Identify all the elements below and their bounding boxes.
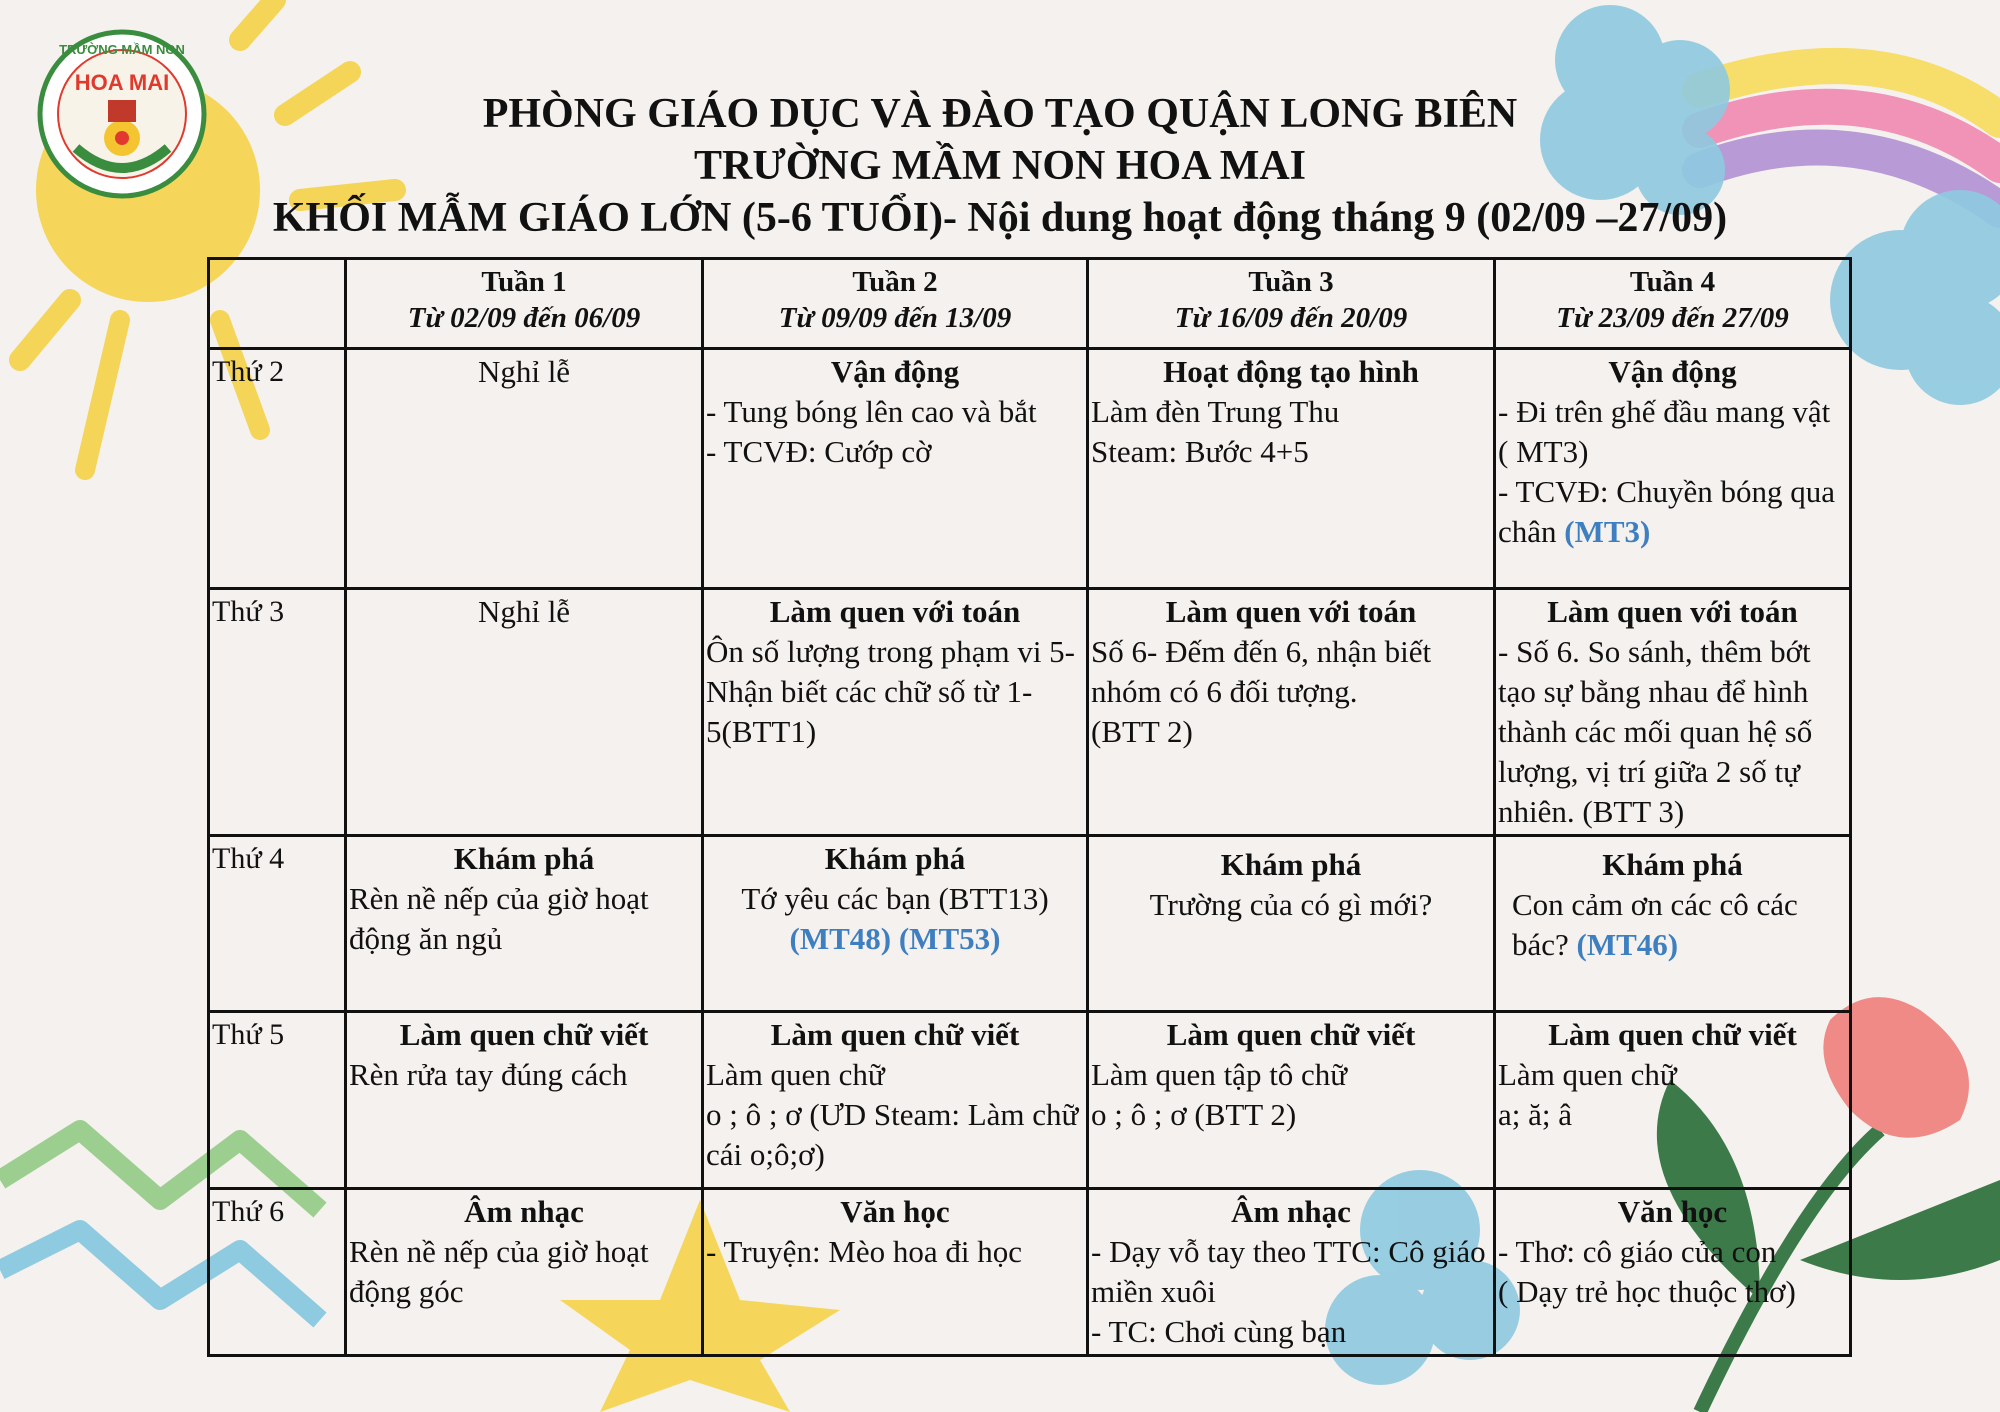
cell-text: Tớ yêu các bạn (BTT13) xyxy=(741,881,1049,916)
activity-title: Làm quen với toán xyxy=(1547,594,1798,629)
cell-text: - Số 6. So sánh, thêm bớt tạo sự bằng nhau để hình thành các mối quan hệ số lượng, vị trí giữa 2 số tự nhiên. (BTT 3) xyxy=(1498,634,1813,829)
cell-text: Số 6- Đếm đến 6, nhận biết nhóm có 6 đối tượng. xyxy=(1091,634,1432,709)
activity-plan-table xyxy=(207,257,1852,1357)
week-3-header xyxy=(1088,259,1495,349)
cell-fri-w2 xyxy=(703,1189,1088,1356)
week-name: Tuần 1 xyxy=(481,266,567,298)
activity-title: Làm quen chữ viết xyxy=(1548,1017,1797,1052)
activity-title: Vận động xyxy=(830,354,960,389)
cell-text: Rèn nề nếp của giờ hoạt động ăn ngủ xyxy=(349,881,649,956)
day-label: Thứ 6 xyxy=(209,1189,346,1356)
cell-text: Steam: Bước 4+5 xyxy=(1091,434,1309,469)
logo-ring-text: TRƯỜNG MẦM NON xyxy=(59,42,185,57)
cell-text: - TC: Chơi cùng bạn xyxy=(1091,1314,1347,1349)
cell-tue-w4 xyxy=(1495,589,1851,836)
header-line-2: TRƯỜNG MẦM NON HOA MAI xyxy=(693,143,1307,189)
logo-name: HOA MAI xyxy=(74,70,170,95)
week-range: Từ 16/09 đến 20/09 xyxy=(1174,302,1408,334)
mt-code: (MT46) xyxy=(1576,927,1679,962)
cell-text: - Truyện: Mèo hoa đi học xyxy=(706,1234,1023,1269)
cell-text: Nghỉ lễ xyxy=(477,594,571,629)
activity-title: Khám phá xyxy=(1220,847,1362,882)
cell-text: Rèn rửa tay đúng cách xyxy=(349,1057,628,1092)
week-range: Từ 02/09 đến 06/09 xyxy=(407,302,641,334)
week-1-header xyxy=(346,259,703,349)
activity-title: Âm nhạc xyxy=(464,1194,584,1229)
table-row xyxy=(209,349,1851,589)
cell-thu-w3 xyxy=(1088,1012,1495,1189)
header-line-1: PHÒNG GIÁO DỤC VÀ ĐÀO TẠO QUẬN LONG BIÊN xyxy=(482,91,1518,137)
header-line-3: KHỐI MẪM GIÁO LỚN (5-6 TUỔI)- Nội dung hoạt động tháng 9 (02/09 –27/09) xyxy=(272,195,1728,241)
activity-title: Làm quen với toán xyxy=(769,594,1021,629)
cell-tue-w3 xyxy=(1088,589,1495,836)
cell-wed-w1 xyxy=(346,836,703,1012)
table-row xyxy=(209,1012,1851,1189)
activity-title: Âm nhạc xyxy=(1231,1194,1351,1229)
cell-fri-w4 xyxy=(1495,1189,1851,1356)
cell-mon-w1 xyxy=(346,349,703,589)
cell-mon-w2 xyxy=(703,349,1088,589)
cell-tue-w1 xyxy=(346,589,703,836)
table-header-row xyxy=(209,259,1851,349)
mt-code: (MT3) xyxy=(1564,514,1651,549)
cell-text: Làm quen chữ xyxy=(706,1057,885,1092)
day-label: Thứ 2 xyxy=(209,349,346,589)
cell-text: - TCVĐ: Chuyền bóng qua chân xyxy=(1498,474,1835,549)
activity-title: Làm quen chữ viết xyxy=(1166,1017,1416,1052)
activity-title: Vận động xyxy=(1608,354,1737,389)
week-2-header xyxy=(703,259,1088,349)
cell-thu-w4 xyxy=(1495,1012,1851,1189)
day-label: Thứ 5 xyxy=(209,1012,346,1189)
cell-text: o ; ô ; ơ (BTT 2) xyxy=(1091,1097,1297,1132)
cell-text: Làm quen chữ xyxy=(1498,1057,1677,1092)
week-name: Tuần 2 xyxy=(852,266,938,298)
activity-title: Khám phá xyxy=(1602,847,1743,882)
table-row xyxy=(209,589,1851,836)
week-range: Từ 09/09 đến 13/09 xyxy=(778,302,1012,334)
cell-text: Ôn số lượng trong phạm vi 5- Nhận biết các chữ số từ 1-5(BTT1) xyxy=(706,634,1076,749)
cell-wed-w3 xyxy=(1088,836,1495,1012)
cell-fri-w3 xyxy=(1088,1189,1495,1356)
week-range: Từ 23/09 đến 27/09 xyxy=(1556,302,1789,334)
activity-title: Hoạt động tạo hình xyxy=(1163,354,1419,389)
cell-tue-w2 xyxy=(703,589,1088,836)
activity-title: Khám phá xyxy=(453,841,595,876)
cell-text: (BTT 2) xyxy=(1091,714,1193,749)
activity-title: Văn học xyxy=(840,1194,950,1229)
table-row xyxy=(209,836,1851,1012)
week-4-header xyxy=(1495,259,1851,349)
week-name: Tuần 4 xyxy=(1629,266,1716,298)
day-label: Thứ 4 xyxy=(209,836,346,1012)
activity-title: Văn học xyxy=(1617,1194,1728,1229)
cell-fri-w1 xyxy=(346,1189,703,1356)
cell-text: Trường của có gì mới? xyxy=(1149,887,1433,922)
cell-wed-w2 xyxy=(703,836,1088,1012)
activity-title: Khám phá xyxy=(824,841,966,876)
cell-text: - Thơ: cô giáo của con xyxy=(1498,1234,1777,1269)
cell-text: a; ă; â xyxy=(1498,1097,1573,1132)
day-label: Thứ 3 xyxy=(209,589,346,836)
cell-mon-w3 xyxy=(1088,349,1495,589)
cell-text: Làm quen tập tô chữ xyxy=(1091,1057,1348,1092)
cell-text: - Dạy vỗ tay theo TTC: Cô giáo miền xuôi xyxy=(1091,1234,1486,1309)
mt-code: (MT48) (MT53) xyxy=(789,921,1001,956)
document-header xyxy=(0,88,2000,244)
corner-cell xyxy=(209,259,346,349)
cell-text: Rèn nề nếp của giờ hoạt động góc xyxy=(349,1234,649,1309)
cell-wed-w4 xyxy=(1495,836,1851,1012)
cell-text: Làm đèn Trung Thu xyxy=(1091,394,1340,429)
table-row xyxy=(209,1189,1851,1356)
cell-thu-w1 xyxy=(346,1012,703,1189)
cell-text: - TCVĐ: Cướp cờ xyxy=(706,434,932,469)
cell-text: o ; ô ; ơ (ƯD Steam: Làm chữ cái o;ô;ơ) xyxy=(706,1097,1079,1172)
activity-title: Làm quen chữ viết xyxy=(770,1017,1020,1052)
cell-text: ( Dạy trẻ học thuộc thơ) xyxy=(1498,1274,1796,1309)
cell-text: Con cảm ơn các cô các bác? xyxy=(1512,887,1798,962)
activity-title: Làm quen với toán xyxy=(1165,594,1417,629)
cell-text: - Đi trên ghế đầu mang vật ( MT3) xyxy=(1498,394,1831,469)
cell-text: - Tung bóng lên cao và bắt xyxy=(706,394,1037,429)
cell-mon-w4 xyxy=(1495,349,1851,589)
cell-thu-w2 xyxy=(703,1012,1088,1189)
cell-text: Nghỉ lễ xyxy=(477,354,571,389)
week-name: Tuần 3 xyxy=(1248,266,1334,298)
activity-title: Làm quen chữ viết xyxy=(399,1017,649,1052)
